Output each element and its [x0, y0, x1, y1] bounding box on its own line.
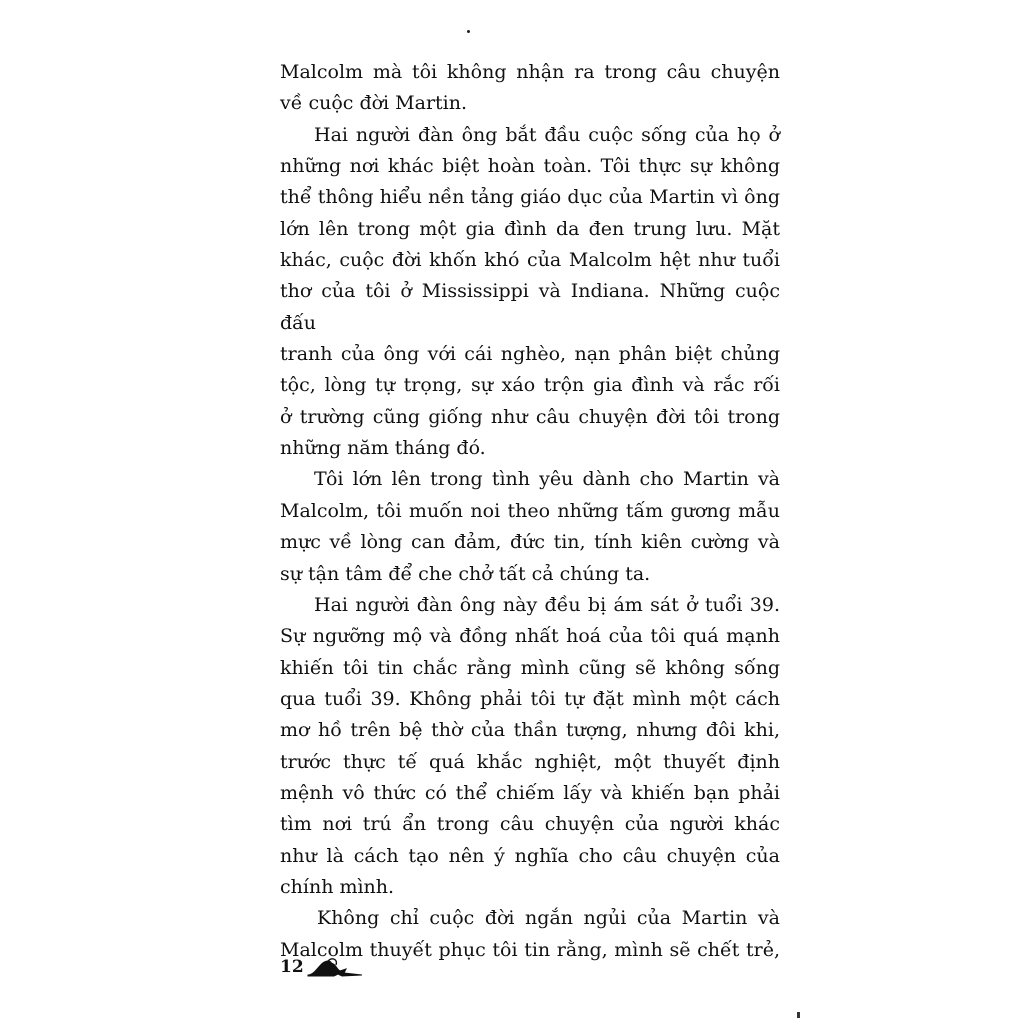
text-line: mệnh vô thức có thể chiếm lấy và khiến bạn phải — [280, 781, 780, 804]
text-line: mơ hồ trên bệ thờ của thần tượng, nhưng đôi khi, — [280, 719, 780, 742]
text-line: Hai người đàn ông này đều bị ám sát ở tuổi 39. — [314, 593, 780, 616]
text-line: mực về lòng can đảm, đức tin, tính kiên cường và — [280, 531, 780, 554]
text-line: sự tận tâm để che chở tất cả chúng ta. — [280, 562, 651, 585]
text-line: lớn lên trong một gia đình da đen trung lưu. Mặt — [280, 217, 780, 240]
text-line: trước thực tế quá khắc nghiệt, một thuyết định — [280, 750, 780, 773]
text-line: Không chỉ cuộc đời ngắn ngủi của Martin và — [317, 907, 780, 930]
text-line: Malcolm mà tôi không nhận ra trong câu chuyện — [280, 61, 780, 83]
print-speck — [797, 1012, 800, 1018]
text-line: qua tuổi 39. Không phải tôi tự đặt mình một cách — [280, 687, 780, 710]
text-line: ở trường cũng giống như câu chuyện đời tôi trong — [280, 405, 780, 428]
text-line: Malcolm, tôi muốn noi theo những tấm gương mẫu — [280, 499, 780, 522]
ornament-icon — [306, 955, 366, 979]
text-line: Sự ngưỡng mộ và đồng nhất hoá của tôi quá mạnh — [280, 625, 780, 648]
text-line: Malcolm thuyết phục tôi tin rằng, mình sẽ chết trẻ, — [280, 938, 780, 961]
text-line: Tôi lớn lên trong tình yêu dành cho Martin và — [314, 468, 780, 491]
text-line: chính mình. — [280, 875, 395, 898]
text-line: Hai người đàn ông bắt đầu cuộc sống của họ ở — [314, 123, 780, 146]
text-line: tranh của ông với cái nghèo, nạn phân biệt chủng — [280, 343, 780, 366]
text-line: tộc, lòng tự trọng, sự xáo trộn gia đình và rắc rối — [280, 374, 780, 397]
text-line: thể thông hiểu nền tảng giáo dục của Martin vì ông — [280, 186, 780, 209]
page-number: 12 — [280, 957, 304, 977]
page-footer — [280, 952, 366, 982]
text-line: những nơi khác biệt hoàn toàn. Tôi thực sự không — [280, 155, 780, 178]
text-line: những năm tháng đó. — [280, 437, 486, 460]
text-line: về cuộc đời Martin. — [280, 92, 468, 115]
text-line: như là cách tạo nên ý nghĩa cho câu chuyện của — [280, 844, 780, 867]
text-line: tìm nơi trú ẩn trong câu chuyện của người khác — [280, 813, 780, 836]
text-line: khác, cuộc đời khốn khó của Malcolm hệt như tuổi — [280, 249, 780, 272]
print-speck — [467, 30, 470, 33]
text-line: thơ của tôi ở Mississippi và Indiana. Những cuộc đấu — [280, 280, 780, 334]
body-text — [280, 57, 780, 966]
text-line: khiến tôi tin chắc rằng mình cũng sẽ không sống — [280, 656, 780, 679]
